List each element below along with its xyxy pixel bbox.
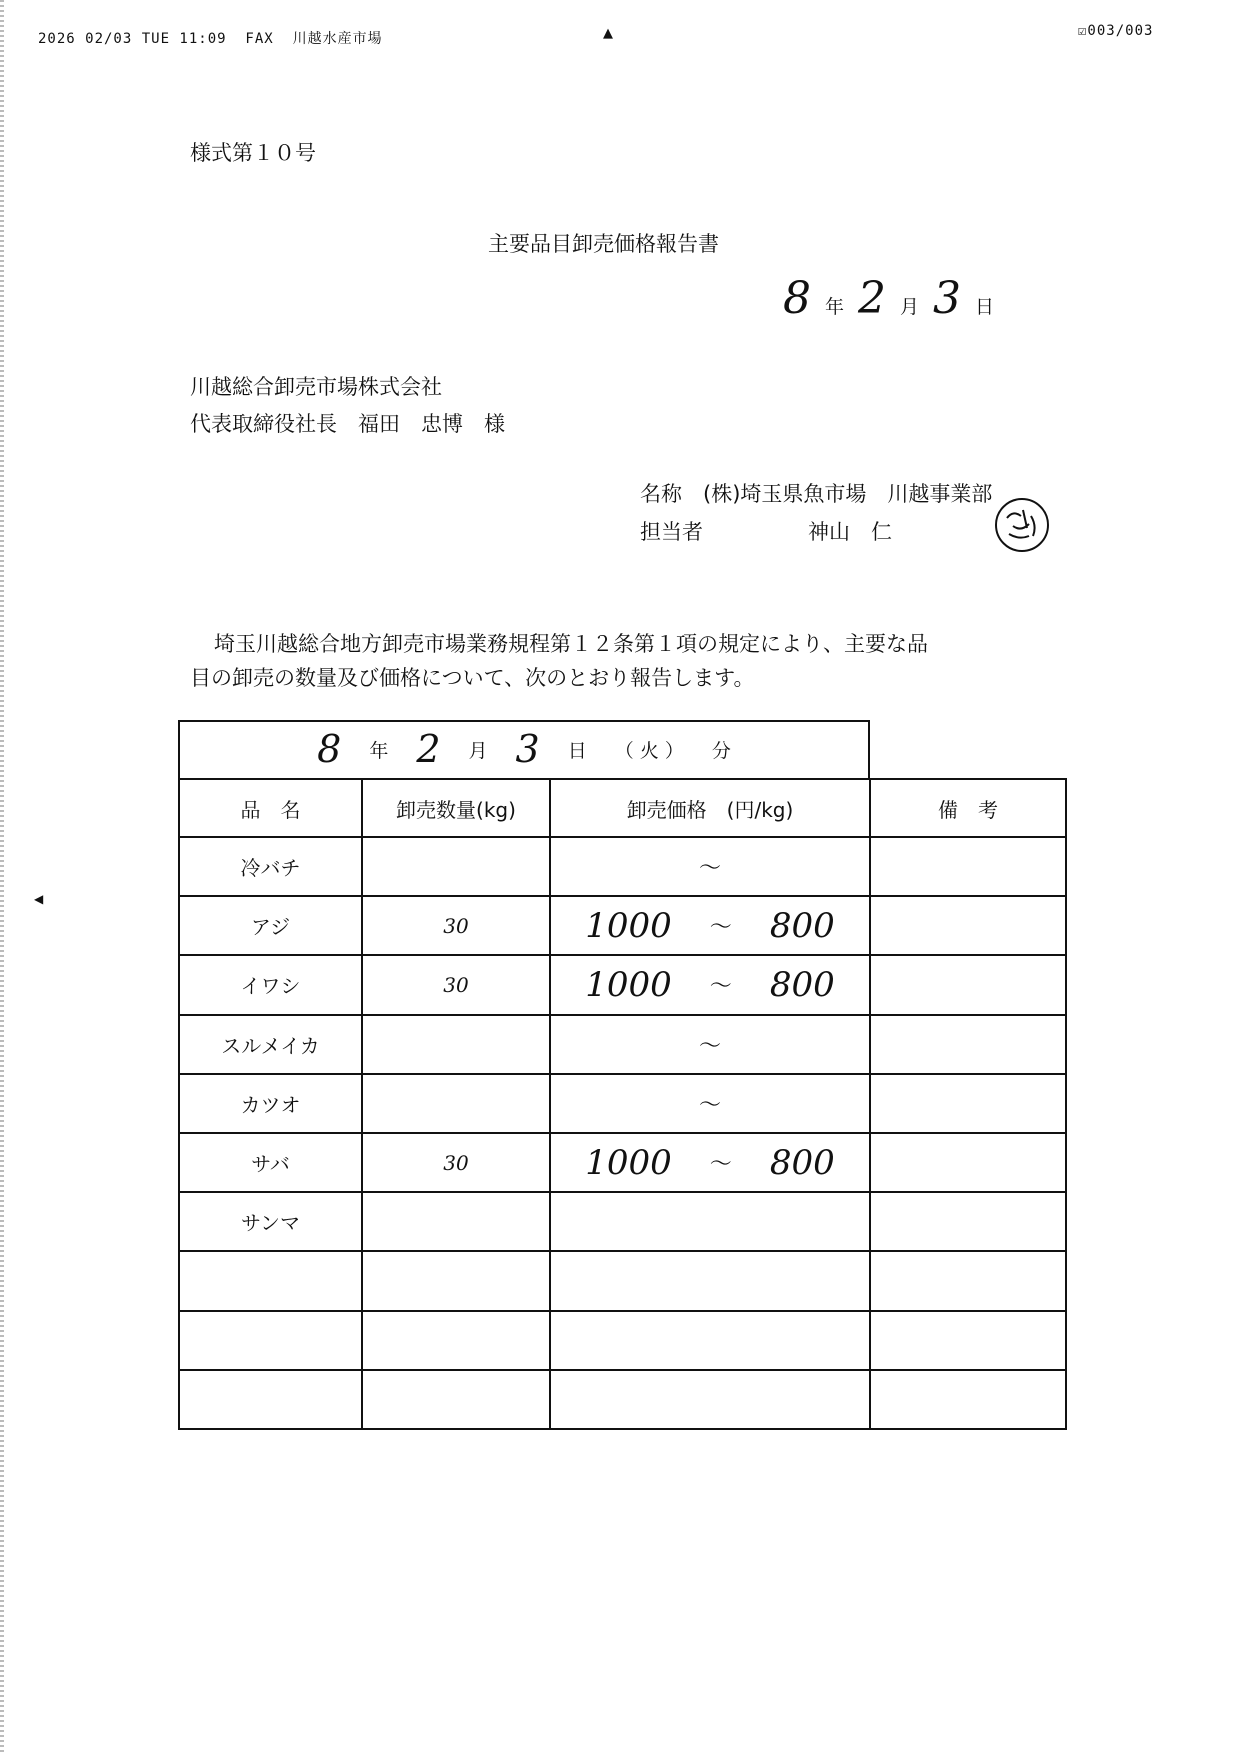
- body-text-line-1: 埼玉川越総合地方卸売市場業務規程第１２条第１項の規定により、主要な品: [214, 632, 928, 656]
- table-date-year: 8: [317, 727, 342, 771]
- table-row: [179, 1015, 1066, 1074]
- price-range-tilde: ～: [698, 1092, 721, 1118]
- seal-stamp-icon: [993, 496, 1051, 554]
- item-name-cell: イワシ: [179, 955, 362, 1014]
- price-high: 800: [769, 964, 835, 1005]
- price-low: 1000: [585, 964, 672, 1005]
- price-table: [178, 778, 1067, 1430]
- price-low: 1000: [585, 1142, 672, 1183]
- report-day: 3: [933, 273, 962, 324]
- item-name-cell: [179, 1370, 362, 1429]
- report-year: 8: [783, 273, 811, 324]
- price-range-tilde: ～: [709, 974, 732, 1000]
- quantity-cell: [362, 1192, 550, 1251]
- table-row: [179, 837, 1066, 896]
- item-name-cell: アジ: [179, 896, 362, 955]
- scan-edge-artifact: [0, 0, 4, 1755]
- price-cell: [550, 837, 870, 896]
- table-date-day-label: 日: [567, 739, 587, 762]
- fax-page-count: ☑003/003: [1078, 23, 1154, 39]
- price-high: 800: [769, 1142, 835, 1183]
- price-cell: [550, 896, 870, 955]
- form-number: 様式第１０号: [190, 141, 316, 165]
- price-cell: [550, 955, 870, 1014]
- notes-cell: [870, 955, 1066, 1014]
- report-day-label: 日: [975, 296, 995, 318]
- addressee-person: 代表取締役社長 福田 忠博 様: [190, 412, 505, 436]
- item-name-cell: サンマ: [179, 1192, 362, 1251]
- table-date-month: 2: [416, 727, 441, 771]
- item-name-cell: カツオ: [179, 1074, 362, 1133]
- table-row: [179, 1133, 1066, 1192]
- quantity-cell: [362, 1015, 550, 1074]
- report-month-label: 月: [900, 296, 920, 318]
- notes-cell: [870, 896, 1066, 955]
- table-row: [179, 1370, 1066, 1429]
- header-quantity: 卸売数量(kg): [362, 779, 550, 837]
- notes-cell: [870, 837, 1066, 896]
- item-name-cell: [179, 1251, 362, 1310]
- table-date-day: 3: [515, 727, 540, 771]
- header-price: 卸売価格 (円/kg): [550, 779, 870, 837]
- price-range-tilde: ～: [709, 915, 732, 941]
- addressee-company: 川越総合卸売市場株式会社: [190, 375, 442, 399]
- table-row: [179, 1192, 1066, 1251]
- notes-cell: [870, 1370, 1066, 1429]
- fax-header-left: 2026 02/03 TUE 11:09 FAX 川越水産市場: [38, 31, 383, 47]
- price-cell: [550, 1015, 870, 1074]
- price-cell: [550, 1074, 870, 1133]
- quantity-cell: 30: [362, 896, 550, 955]
- header-notes: 備 考: [870, 779, 1066, 837]
- notes-cell: [870, 1015, 1066, 1074]
- table-row: [179, 1311, 1066, 1370]
- quantity-cell: [362, 1370, 550, 1429]
- report-year-label: 年: [825, 296, 845, 318]
- table-row: [179, 1251, 1066, 1310]
- table-row: [179, 896, 1066, 955]
- table-date-year-label: 年: [369, 739, 389, 762]
- notes-cell: [870, 1251, 1066, 1310]
- quantity-cell: [362, 1311, 550, 1370]
- body-text-line-2: 目の卸売の数量及び価格について、次のとおり報告します。: [190, 666, 755, 690]
- item-name-cell: 冷バチ: [179, 837, 362, 896]
- price-high: 800: [769, 905, 835, 946]
- price-cell: [550, 1251, 870, 1310]
- quantity-cell: 30: [362, 955, 550, 1014]
- quantity-cell: [362, 1251, 550, 1310]
- table-row: [179, 955, 1066, 1014]
- table-row: [179, 1074, 1066, 1133]
- price-range-tilde: ～: [698, 1033, 721, 1059]
- sender-name: 名称 (株)埼玉県魚市場 川越事業部: [640, 482, 993, 506]
- price-cell: [550, 1133, 870, 1192]
- notes-cell: [870, 1192, 1066, 1251]
- table-date-row: [178, 720, 870, 778]
- quantity-cell: 30: [362, 1133, 550, 1192]
- side-marker-icon: ◀: [34, 892, 44, 906]
- table-header-row: [179, 779, 1066, 837]
- table-date-weekday: （ 火 ）: [614, 739, 684, 762]
- price-cell: [550, 1311, 870, 1370]
- header-item-name: 品 名: [179, 779, 362, 837]
- quantity-cell: [362, 837, 550, 896]
- sender-person: 担当者 神山 仁: [640, 520, 892, 544]
- item-name-cell: サバ: [179, 1133, 362, 1192]
- item-name-cell: スルメイカ: [179, 1015, 362, 1074]
- report-month: 2: [858, 273, 887, 324]
- price-low: 1000: [585, 905, 672, 946]
- report-date: [783, 273, 994, 324]
- item-name-cell: [179, 1311, 362, 1370]
- table-date-suffix: 分: [711, 739, 731, 762]
- notes-cell: [870, 1074, 1066, 1133]
- price-cell: [550, 1192, 870, 1251]
- table-date-month-label: 月: [468, 739, 488, 762]
- document-title: 主要品目卸売価格報告書: [488, 232, 719, 256]
- notes-cell: [870, 1133, 1066, 1192]
- price-cell: [550, 1370, 870, 1429]
- price-range-tilde: ～: [709, 1152, 732, 1178]
- fax-arrow-icon: ▲: [603, 26, 613, 41]
- notes-cell: [870, 1311, 1066, 1370]
- quantity-cell: [362, 1074, 550, 1133]
- price-range-tilde: ～: [698, 856, 721, 882]
